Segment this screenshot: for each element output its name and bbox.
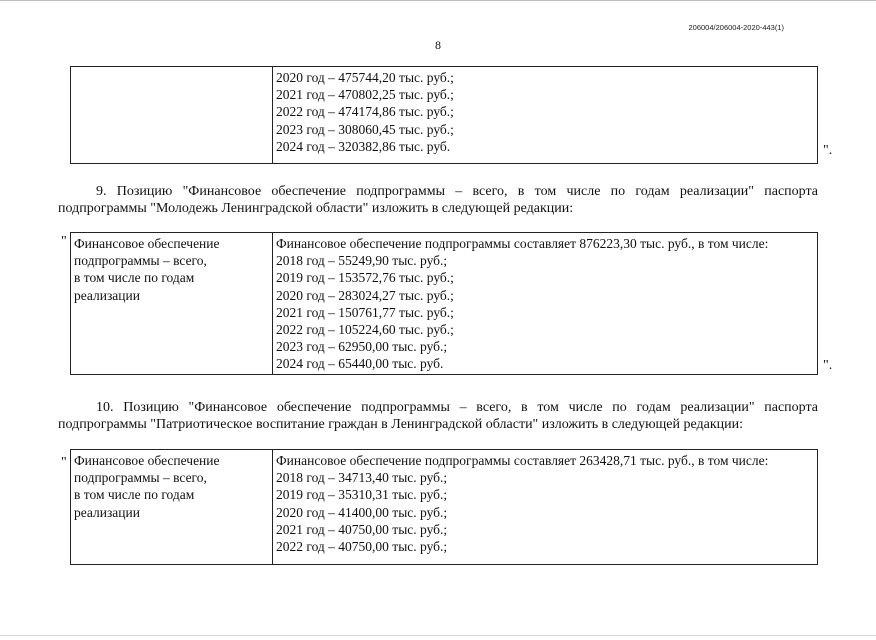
label-cell (71, 450, 273, 565)
funding-table-section-10 (70, 449, 818, 565)
empty-label-cell (71, 67, 273, 164)
value-line: 2021 год – 40750,00 тыс. руб.; (276, 521, 448, 537)
value-line: 2020 год – 283024,27 тыс. руб.; (276, 287, 454, 303)
value-line: 2023 год – 62950,00 тыс. руб.; (276, 339, 448, 355)
label-line: реализации (74, 504, 140, 520)
value-cell (273, 67, 818, 164)
funding-table-continued (70, 66, 818, 164)
label-cell (71, 233, 273, 375)
closing-quote: ". (823, 358, 833, 373)
section-10-paragraph (58, 399, 818, 433)
top-edge (0, 0, 876, 1)
value-line: 2023 год – 308060,45 тыс. руб.; (276, 121, 454, 137)
value-line: 2024 год – 65440,00 тыс. руб. (276, 356, 444, 372)
funding-table-section-9 (70, 232, 818, 375)
value-line: Финансовое обеспечение подпрограммы составляет 876223,30 тыс. руб., в том числе: (276, 236, 769, 251)
section-9-paragraph (58, 183, 818, 217)
page-number: 8 (435, 38, 441, 52)
label-line: Финансовое обеспечение (74, 453, 220, 468)
value-line: 2018 год – 55249,90 тыс. руб.; (276, 253, 448, 269)
value-line: 2018 год – 34713,40 тыс. руб.; (276, 470, 448, 486)
value-line: 2020 год – 41400,00 тыс. руб.; (276, 504, 448, 520)
label-line: Финансовое обеспечение (74, 236, 220, 251)
label-line: в том числе по годам (74, 487, 195, 503)
table-row (71, 450, 818, 565)
value-line: 2022 год – 40750,00 тыс. руб.; (276, 539, 448, 555)
value-line: 2024 год – 320382,86 тыс. руб. (276, 138, 451, 154)
label-line: в том числе по годам (74, 270, 195, 286)
paragraph-line: подпрограммы "Патриотическое воспитание граждан в Ленинградской области" изложить в следующей редакции: (58, 417, 744, 432)
paragraph-line: подпрограммы "Молодежь Ленинградской области" изложить в следующей редакции: (58, 201, 574, 216)
paragraph-line: 10. Позицию "Финансовое обеспечение подпрограммы – всего, в том числе по годам реализации" паспорта (96, 400, 818, 415)
opening-quote: " (61, 455, 67, 470)
value-line: 2020 год – 475744,20 тыс. руб.; (276, 70, 454, 85)
value-cell (273, 233, 818, 375)
label-line: подпрограммы – всего, (74, 253, 207, 269)
value-line: 2022 год – 474174,86 тыс. руб.; (276, 104, 454, 120)
closing-quote: ". (823, 143, 833, 158)
value-cell (273, 450, 818, 565)
opening-quote: " (61, 234, 67, 249)
paragraph-line: 9. Позицию "Финансовое обеспечение подпрограммы – всего, в том числе по годам реализации" паспорта (96, 184, 818, 199)
label-line: подпрограммы – всего, (74, 470, 207, 486)
value-line: 2021 год – 150761,77 тыс. руб.; (276, 304, 454, 320)
bottom-edge (0, 635, 876, 636)
table-row (71, 67, 818, 164)
value-line: 2022 год – 105224,60 тыс. руб.; (276, 322, 454, 338)
value-line: 2019 год – 153572,76 тыс. руб.; (276, 270, 454, 286)
value-line: 2019 год – 35310,31 тыс. руб.; (276, 487, 448, 503)
value-line: Финансовое обеспечение подпрограммы составляет 263428,71 тыс. руб., в том числе: (276, 453, 769, 468)
value-line: 2021 год – 470802,25 тыс. руб.; (276, 87, 454, 103)
table-row (71, 233, 818, 375)
document-id: 206004/206004-2020-443(1) (688, 23, 784, 32)
label-line: реализации (74, 287, 140, 303)
